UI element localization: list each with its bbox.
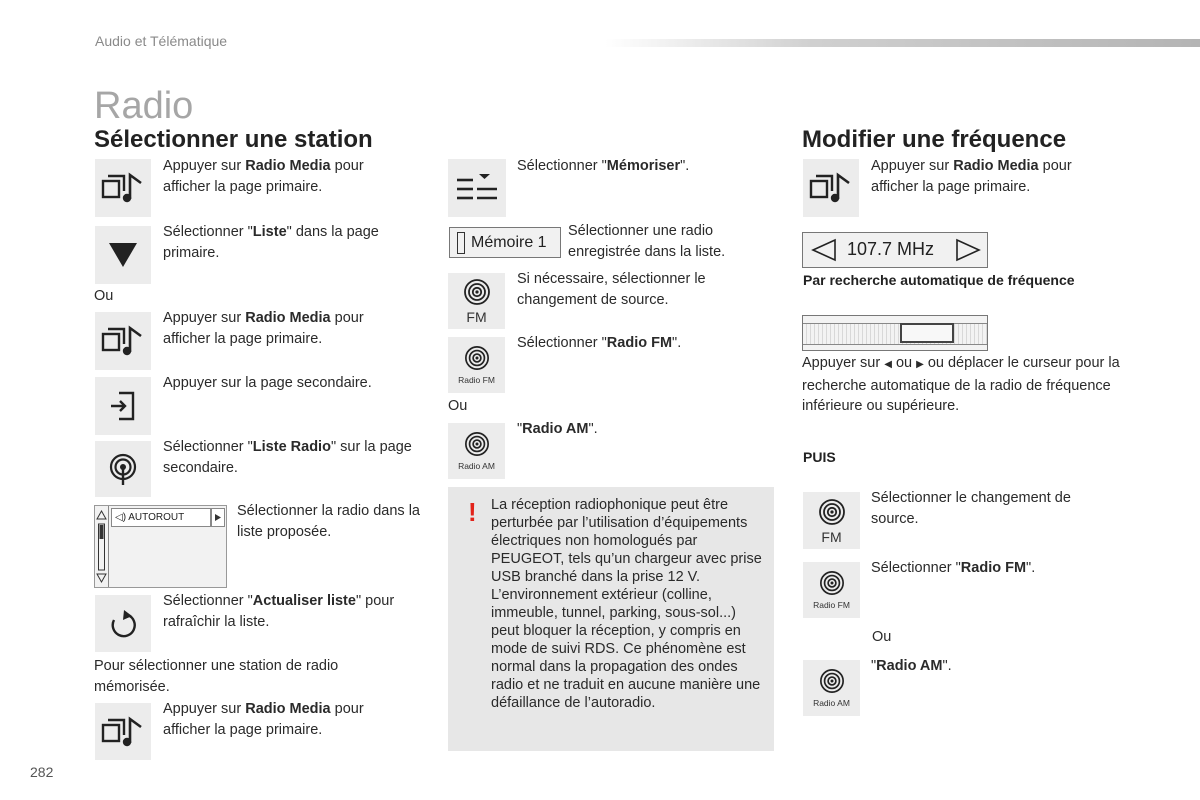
step-text: Sélectionner "Mémoriser". xyxy=(517,158,690,174)
radio-media-icon xyxy=(95,312,151,370)
step-text: Appuyer sur Radio Media pour afficher la page primaire. xyxy=(163,158,364,195)
page-title: Radio xyxy=(94,85,194,127)
radio-fm-label: Radio FM xyxy=(458,375,495,385)
frequency-slider xyxy=(802,315,988,351)
fm-source-icon xyxy=(448,273,505,329)
radio-fm-icon xyxy=(803,562,860,618)
warning-text xyxy=(491,496,766,712)
step-text: Pour sélectionner une station de radio mémorisée. xyxy=(94,658,339,695)
triangle-down-icon xyxy=(95,226,151,284)
radio-am-label: Radio AM xyxy=(458,461,495,471)
frequency-value: 107.7 MHz xyxy=(847,239,935,259)
warning-icon: ! xyxy=(468,497,477,527)
step-text: Appuyer sur Radio Media pour afficher la page primaire. xyxy=(871,158,1072,195)
frequency-display xyxy=(802,232,988,268)
radio-media-icon xyxy=(95,159,151,217)
radio-list-screen xyxy=(94,505,227,588)
step-text: "Radio AM". xyxy=(517,421,598,437)
memorize-icon xyxy=(448,159,506,217)
step-text: Sélectionner "Radio FM". xyxy=(517,335,682,351)
radio-list-icon xyxy=(95,441,151,497)
step-text: Sélectionner "Actualiser liste" pour rafraîchir la liste. xyxy=(163,593,395,630)
refresh-icon xyxy=(95,595,151,652)
step-text: Sélectionner le changement de source. xyxy=(871,490,1071,527)
radio-am-icon xyxy=(803,660,860,716)
step-text: Sélectionner "Radio FM". xyxy=(871,560,1036,576)
warning-paragraph: La réception radiophonique peut être perturbée par l’utilisation d’équipements électriques non homologués par PEUGEOT, tels qu’un chargeur avec prise USB branché dans la prise 12 V. xyxy=(491,497,762,585)
warning-note xyxy=(448,487,774,751)
step-text: Sélectionner une radio enregistrée dans la liste. xyxy=(568,223,726,260)
fm-label: FM xyxy=(821,528,842,545)
radio-fm-icon xyxy=(448,337,505,393)
step-text: Appuyer sur ◀ ou ▶ ou déplacer le curseur pour la recherche automatique de la radio de fréquence inférieure ou supérieure. xyxy=(802,355,1120,414)
then-label: PUIS xyxy=(803,449,836,465)
small-left-arrow-icon: ◀ xyxy=(884,359,892,370)
step-text: Appuyer sur Radio Media pour afficher la page primaire. xyxy=(163,701,364,738)
left-heading: Sélectionner une station xyxy=(94,126,373,153)
radio-media-icon xyxy=(95,703,151,760)
list-item-selected xyxy=(111,508,211,527)
small-right-arrow-icon: ▶ xyxy=(916,359,924,370)
header-bar xyxy=(605,39,1200,47)
warning-paragraph: L’environnement extérieur (colline, immeuble, tunnel, parking, sous-sol...) peut bloquer la réception, y compris en mode de suivi RDS. Ce phénomène est normal dans la propagation des ondes radio et ne traduit en aucune manière une défaillance de l’autoradio. xyxy=(491,587,761,711)
memory-button xyxy=(449,227,561,258)
fm-source-icon xyxy=(803,492,860,549)
memory-marker-icon xyxy=(457,232,465,254)
step-text: Appuyer sur Radio Media pour afficher la page primaire. xyxy=(163,310,364,347)
slider-track xyxy=(803,323,987,345)
frequency-down-icon xyxy=(811,238,837,262)
or-text: Ou xyxy=(448,398,468,414)
or-text: Ou xyxy=(94,288,114,304)
step-text: Appuyer sur la page secondaire. xyxy=(163,375,372,391)
list-scrollbar xyxy=(95,506,109,587)
radio-fm-label: Radio FM xyxy=(813,600,850,610)
step-text: "Radio AM". xyxy=(871,658,952,674)
section-header: Audio et Télématique xyxy=(95,33,228,49)
slider-cursor xyxy=(900,323,954,343)
speaker-icon: ◁) xyxy=(115,512,127,523)
memory-button-label: Mémoire 1 xyxy=(471,233,547,251)
radio-am-icon xyxy=(448,423,505,479)
step-text: Sélectionner la radio dans la liste proposée. xyxy=(237,503,420,540)
radio-media-icon xyxy=(803,159,859,217)
right-heading: Modifier une fréquence xyxy=(802,126,1067,153)
auto-search-heading: Par recherche automatique de fréquence xyxy=(803,272,1075,288)
step-text: Si nécessaire, sélectionner le changement de source. xyxy=(517,271,706,308)
fm-label: FM xyxy=(466,309,487,325)
page-number: 282 xyxy=(30,764,54,780)
radio-am-label: Radio AM xyxy=(813,698,850,708)
or-text: Ou xyxy=(872,629,892,645)
step-text: Sélectionner "Liste" dans la page primaire. xyxy=(163,224,379,261)
step-text: Sélectionner "Liste Radio" sur la page secondaire. xyxy=(163,439,412,476)
list-item-arrow xyxy=(211,508,225,527)
list-item-label: AUTOROUT xyxy=(128,512,185,523)
secondary-page-icon xyxy=(95,377,151,435)
frequency-up-icon xyxy=(955,238,981,262)
